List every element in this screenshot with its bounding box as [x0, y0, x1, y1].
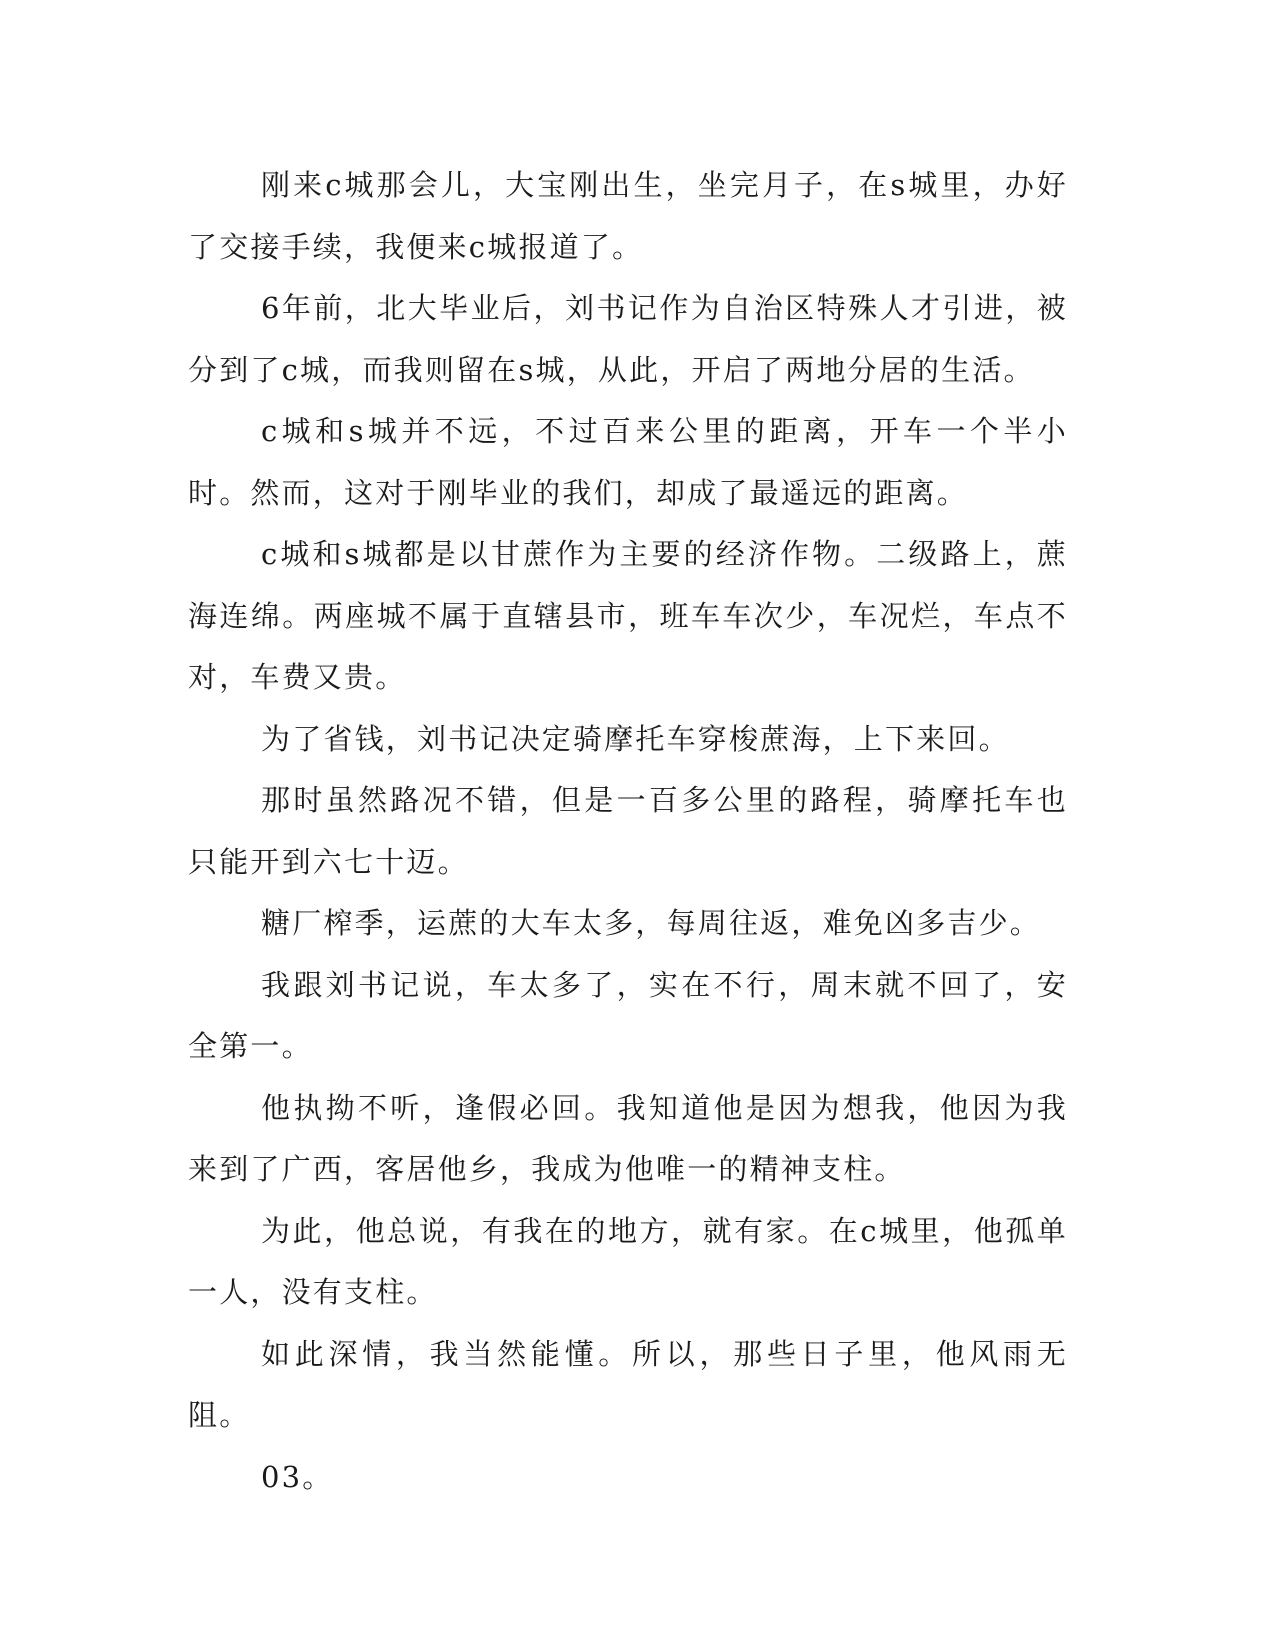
paragraph: 他执拗不听，逢假必回。我知道他是因为想我，他因为我来到了广西，客居他乡，我成为他唯一的精神支柱。 [188, 1090, 1068, 1186]
paragraph: 那时虽然路况不错，但是一百多公里的路程，骑摩托车也只能开到六七十迈。 [188, 783, 1068, 879]
paragraph: c城和s城并不远，不过百来公里的距离，开车一个半小时。然而，这对于刚毕业的我们，却成了最遥远的距离。 [188, 414, 1068, 510]
paragraph: 为此，他总说，有我在的地方，就有家。在c城里，他孤单一人，没有支柱。 [188, 1213, 1068, 1309]
paragraph: 为了省钱，刘书记决定骑摩托车穿梭蔗海，上下来回。 [261, 721, 1010, 756]
paragraph: 如此深情，我当然能懂。所以，那些日子里，他风雨无阻。 [188, 1336, 1068, 1432]
body-text [188, 155, 1068, 1508]
paragraph: 刚来c城那会儿，大宝刚出生，坐完月子，在s城里，办好了交接手续，我便来c城报道了。 [188, 168, 1068, 264]
section-number: 03。 [261, 1459, 334, 1494]
paragraph: 6年前，北大毕业后，刘书记作为自治区特殊人才引进，被分到了c城，而我则留在s城，从此，开启了两地分居的生活。 [188, 291, 1068, 387]
paragraph: 糖厂榨季，运蔗的大车太多，每周往返，难免凶多吉少。 [261, 906, 1042, 940]
paragraph: c城和s城都是以甘蔗作为主要的经济作物。二级路上，蔗海连绵。两座城不属于直辖县市，班车车次少，车况烂，车点不对，车费又贵。 [188, 537, 1068, 694]
paragraph: 我跟刘书记说，车太多了，实在不行，周末就不回了，安全第一。 [188, 967, 1068, 1063]
